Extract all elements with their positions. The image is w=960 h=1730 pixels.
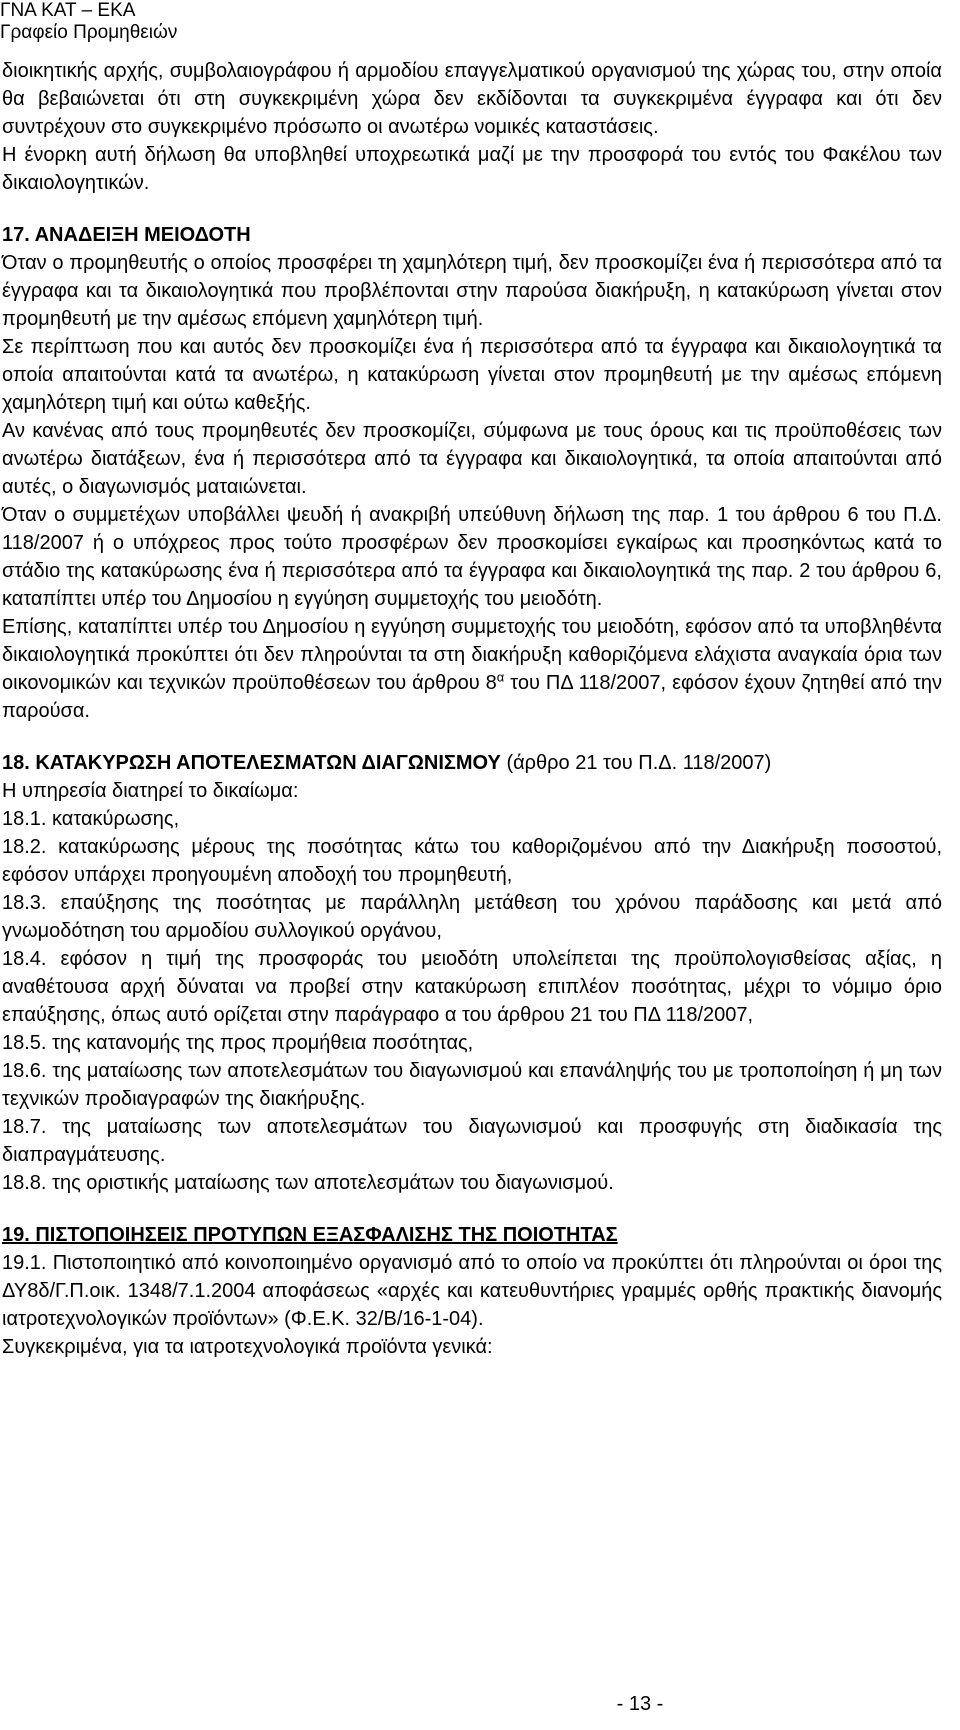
section-18-item: 18.2. κατακύρωσης μέρους της ποσότητας κάτω του καθοριζομένου από την Διακήρυξη ποσοστού, εφόσον υπάρχει προηγουμένη αποδοχή του προμηθευτή,: [2, 836, 942, 886]
section-17-paragraph-2: Σε περίπτωση που και αυτός δεν προσκομίζει ένα ή περισσότερα από τα έγγραφα και δικαιολογητικά τα οποία απαιτούνται κατά τα ανωτέρω, η κατακύρωση γίνεται στον προμηθευτή με την αμέσως επόμενη χαμηλότερη τιμή και ούτω καθεξής.: [2, 336, 942, 414]
document-body: [2, 57, 942, 1361]
section-17-p5-text: Επίσης, καταπίπτει υπέρ του Δημοσίου η εγγύηση συμμετοχής του μειοδότη, εφόσον από τα υποβληθέντα δικαιολογητικά προκύπτει ότι δεν πληρούνται τα στη διακήρυξη καθοριζόμενα ελάχιστα αναγκαία όρια των οικονομικών και τεχνικών προϋποθέσεων του άρθρου 8: [2, 616, 942, 694]
section-17-p5-superscript: α: [496, 669, 505, 685]
section-18-reference: (άρθρο 21 του Π.Δ. 118/2007): [500, 752, 772, 774]
section-17-title: 17. ΑΝΑΔΕΙΞΗ ΜΕΙΟΔΟΤΗ: [2, 224, 251, 246]
page-number: - 13 -: [616, 1693, 664, 1715]
section-18-item: 18.3. επαύξησης της ποσότητας με παράλληλη μετάθεση του χρόνου παράδοσης και μετά από γνωμοδότηση του αρμοδίου συλλογικού οργάνου,: [2, 892, 942, 942]
section-18-title: 18. ΚΑΤΑΚΥΡΩΣΗ ΑΠΟΤΕΛΕΣΜΑΤΩΝ ΔΙΑΓΩΝΙΣΜΟΥ: [2, 752, 501, 774]
section-18-item: 18.6. της ματαίωσης των αποτελεσμάτων του διαγωνισμού και επανάληψής του με τροποποίηση ή μη των τεχνικών προδιαγραφών της διακήρυξης.: [2, 1060, 942, 1110]
section-17-paragraph-1: Όταν ο προμηθευτής ο οποίος προσφέρει τη χαμηλότερη τιμή, δεν προσκομίζει ένα ή περισσότερα από τα έγγραφα και τα δικαιολογητικά που προβλέπονται στην παρούσα διακήρυξη, η κατακύρωση γίνεται στον προμηθευτή με την αμέσως επόμενη χαμηλότερη τιμή.: [2, 252, 942, 330]
section-19-title: 19. ΠΙΣΤΟΠΟΙΗΣΕΙΣ ΠΡΟΤΥΠΩΝ ΕΞΑΣΦΑΛΙΣΗΣ ΤΗΣ ΠΟΙΟΤΗΤΑΣ: [2, 1224, 618, 1246]
section-17-paragraph-5: [2, 613, 942, 725]
section-18-heading: [2, 749, 942, 777]
header-organization: ΓΝΑ ΚΑΤ – ΕΚΑ: [0, 0, 136, 21]
section-17-paragraph-4: Όταν ο συμμετέχων υποβάλλει ψευδή ή ανακριβή υπεύθυνη δήλωση της παρ. 1 του άρθρου 6 του Π.Δ. 118/2007 ή ο υπόχρεος προς τούτο προσφέρων δεν προσκομίσει εγκαίρως και προσηκόντως κατά το στάδιο της κατακύρωσης ένα ή περισσότερα από τα έγγραφα και δικαιολογητικά της παρ. 2 του άρθρου 6, καταπίπτει υπέρ του Δημοσίου η εγγύηση συμμετοχής του μειοδότη.: [2, 504, 942, 610]
section-18-item: 18.1. κατακύρωσης,: [2, 808, 180, 830]
intro-paragraph-2: Η ένορκη αυτή δήλωση θα υποβληθεί υποχρεωτικά μαζί με την προσφορά του εντός του Φακέλου των δικαιολογητικών.: [2, 144, 942, 194]
section-17-paragraph-3: Αν κανένας από τους προμηθευτές δεν προσκομίζει, σύμφωνα με τους όρους και τις προϋποθέσεις των ανωτέρω διατάξεων, ένα ή περισσότερα από τα έγγραφα και δικαιολογητικά, τα οποία απαιτούνται από αυτές, ο διαγωνισμός ματαιώνεται.: [2, 420, 942, 498]
section-18-intro: Η υπηρεσία διατηρεί το δικαίωμα:: [2, 780, 299, 802]
section-17-p5-text-end: του ΠΔ 118/2007, εφόσον έχουν ζητηθεί από την παρούσα.: [2, 672, 942, 722]
page-footer: [0, 1693, 960, 1716]
section-18-item: 18.8. της οριστικής ματαίωσης των αποτελεσμάτων του διαγωνισμού.: [2, 1172, 614, 1194]
page-header: [0, 0, 177, 44]
section-18-item: 18.7. της ματαίωσης των αποτελεσμάτων του διαγωνισμού και προσφυγής στη διαδικασία της διαπραγμάτευσης.: [2, 1116, 942, 1166]
header-department: Γραφείο Προμηθειών: [0, 22, 178, 43]
section-19-paragraph-2: Συγκεκριμένα, για τα ιατροτεχνολογικά προϊόντα γενικά:: [2, 1336, 493, 1358]
section-19-paragraph-1: 19.1. Πιστοποιητικό από κοινοποιημένο οργανισμό από το οποίο να προκύπτει ότι πληρούνται οι όροι της ΔΥ8δ/Γ.Π.οικ. 1348/7.1.2004 αποφάσεως «αρχές και κατευθυντήριες γραμμές ορθής πρακτικής διανομής ιατροτεχνολογικών προϊόντων» (Φ.Ε.Κ. 32/Β/16-1-04).: [2, 1252, 942, 1330]
section-18-item: 18.4. εφόσον η τιμή της προσφοράς του μειοδότη υπολείπεται της προϋπολογισθείσας αξίας, η αναθέτουσα αρχή δύναται να προβεί στην κατακύρωση επιπλέον ποσότητας, μέχρι το νόμιμο όριο επαύξησης, όπως αυτό ορίζεται στην παράγραφο α του άρθρου 21 του ΠΔ 118/2007,: [2, 948, 942, 1026]
section-18-item: 18.5. της κατανομής της προς προμήθεια ποσότητας,: [2, 1032, 474, 1054]
intro-paragraph-1: διοικητικής αρχής, συμβολαιογράφου ή αρμοδίου επαγγελματικού οργανισμού της χώρας του, στην οποία θα βεβαιώνεται ότι στη συγκεκριμένη χώρα δεν εκδίδονται τα συγκεκριμένα έγγραφα και ότι δεν συντρέχουν στο συγκεκριμένο πρόσωπο οι ανωτέρω νομικές καταστάσεις.: [2, 60, 942, 138]
